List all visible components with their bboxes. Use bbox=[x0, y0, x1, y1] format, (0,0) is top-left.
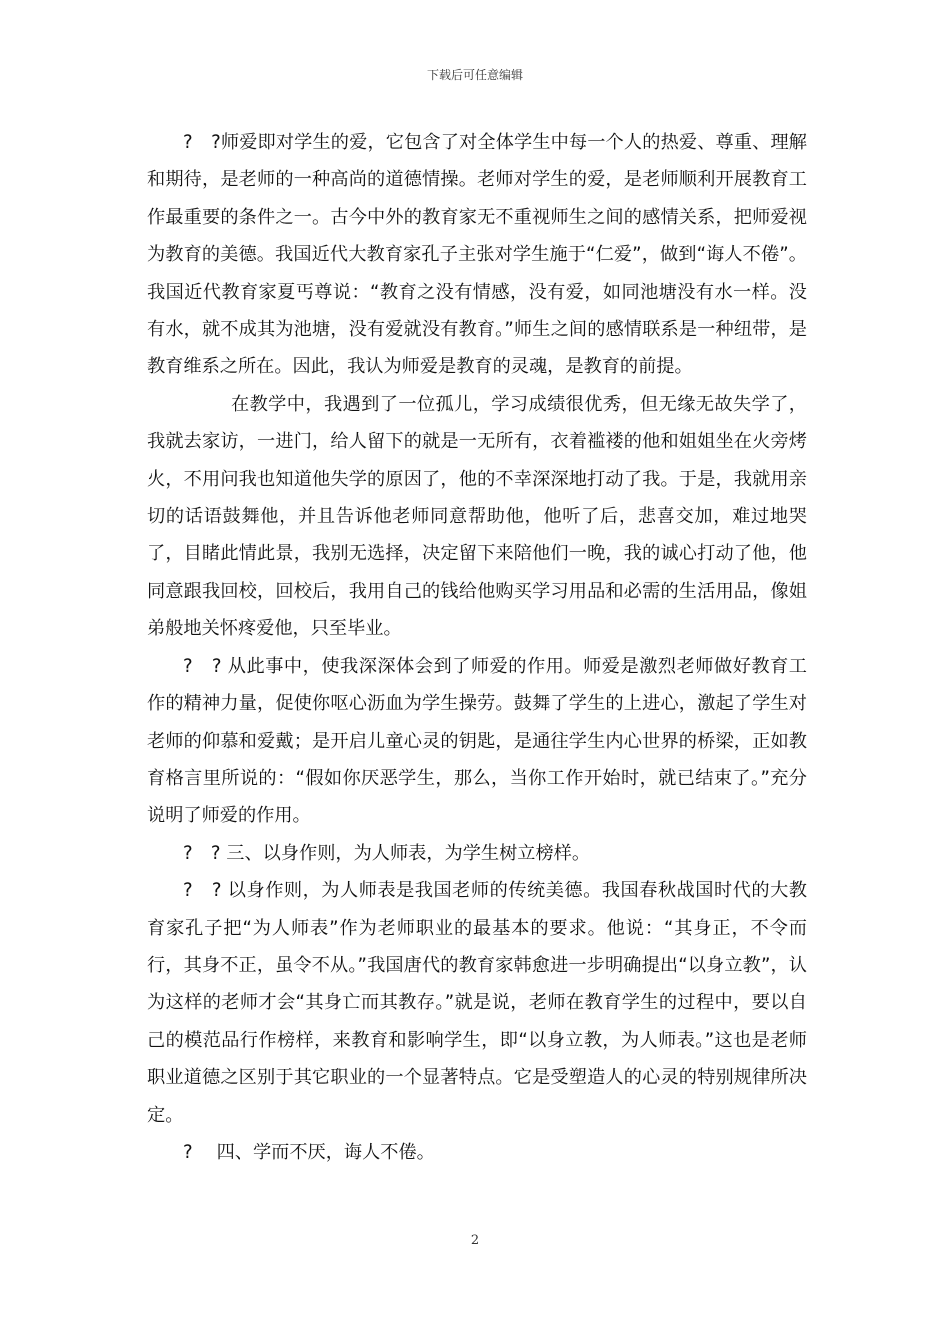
page-header: 下载后可任意编辑 bbox=[426, 68, 523, 82]
section-heading-4: ? 四、学而不厌，诲人不倦。 bbox=[183, 1141, 435, 1163]
paragraph-teacher-love: ? ?师爱即对学生的爱，它包含了对全体学生中每一个人的热爱、尊重、理解和期待，是老师的一种高尚的道德情操。老师对学生的爱，是老师顺利开展教育工作最重要的条件之一。古今中外的教育家无不重视师生之间的感情关系，把师爱视为教育的美德。我国近代大教育家孔子主张对学生施于“仁爱”，做到“诲人不倦”。我国近代教育家夏丐尊说：“教育之没有情感，没有爱，如同池塘没有水一样。没有水，就不成其为池塘，没有爱就没有教育。”师生之间的感情联系是一种纽带，是教育维系之所在。因此，我认为师爱是教育的灵魂，是教育的前提。 bbox=[147, 132, 807, 378]
document-body bbox=[147, 124, 807, 1171]
paragraph-role-model: ? ? 以身作则，为人师表是我国老师的传统美德。我国春秋战国时代的大教育家孔子把“为人师表”作为老师职业的最基本的要求。他说：“其身正，不令而行，其身不正，虽令不从。”我国唐代的教育家韩愈进一步明确提出“以身立教”，认为这样的老师才会“其身亡而其教存。”就是说，老师在教育学生的过程中，要以自己的模范品行作榜样，来教育和影响学生，即“以身立教，为人师表。”这也是老师职业道德之区别于其它职业的一个显著特点。它是受塑造人的心灵的特别规律所决定。 bbox=[147, 880, 807, 1126]
paragraph-orphan-story: 在教学中，我遇到了一位孤儿，学习成绩很优秀，但无缘无故失学了，我就去家访，一进门，给人留下的就是一无所有，衣着褴褛的他和姐姐坐在火旁烤火，不用问我也知道他失学的原因了，他的不幸深深地打动了我。于是，我就用亲切的话语鼓舞他，并且告诉他老师同意帮助他，他听了后，悲喜交加，难过地哭了，目睹此情此景，我别无选择，决定留下来陪他们一晚，我的诚心打动了他，他同意跟我回校，回校后，我用自己的钱给他购买学习用品和必需的生活用品，像姐弟般地关怀疼爱他，只至毕业。 bbox=[147, 393, 807, 640]
page-number: 2 bbox=[470, 1233, 480, 1248]
paragraph-love-effect: ? ? 从此事中，使我深深体会到了师爱的作用。师爱是激烈老师做好教育工作的精神力量，促使你呕心沥血为学生操劳。鼓舞了学生的上进心，激起了学生对老师的仰慕和爱戴；是开启儿童心灵的钥匙，是通往学生内心世界的桥梁，正如教育格言里所说的：“假如你厌恶学生，那么，当你工作开始时，就已结束了。”充分说明了师爱的作用。 bbox=[147, 655, 807, 827]
section-heading-3: ? ? 三、以身作则，为人师表，为学生树立榜样。 bbox=[183, 842, 591, 864]
